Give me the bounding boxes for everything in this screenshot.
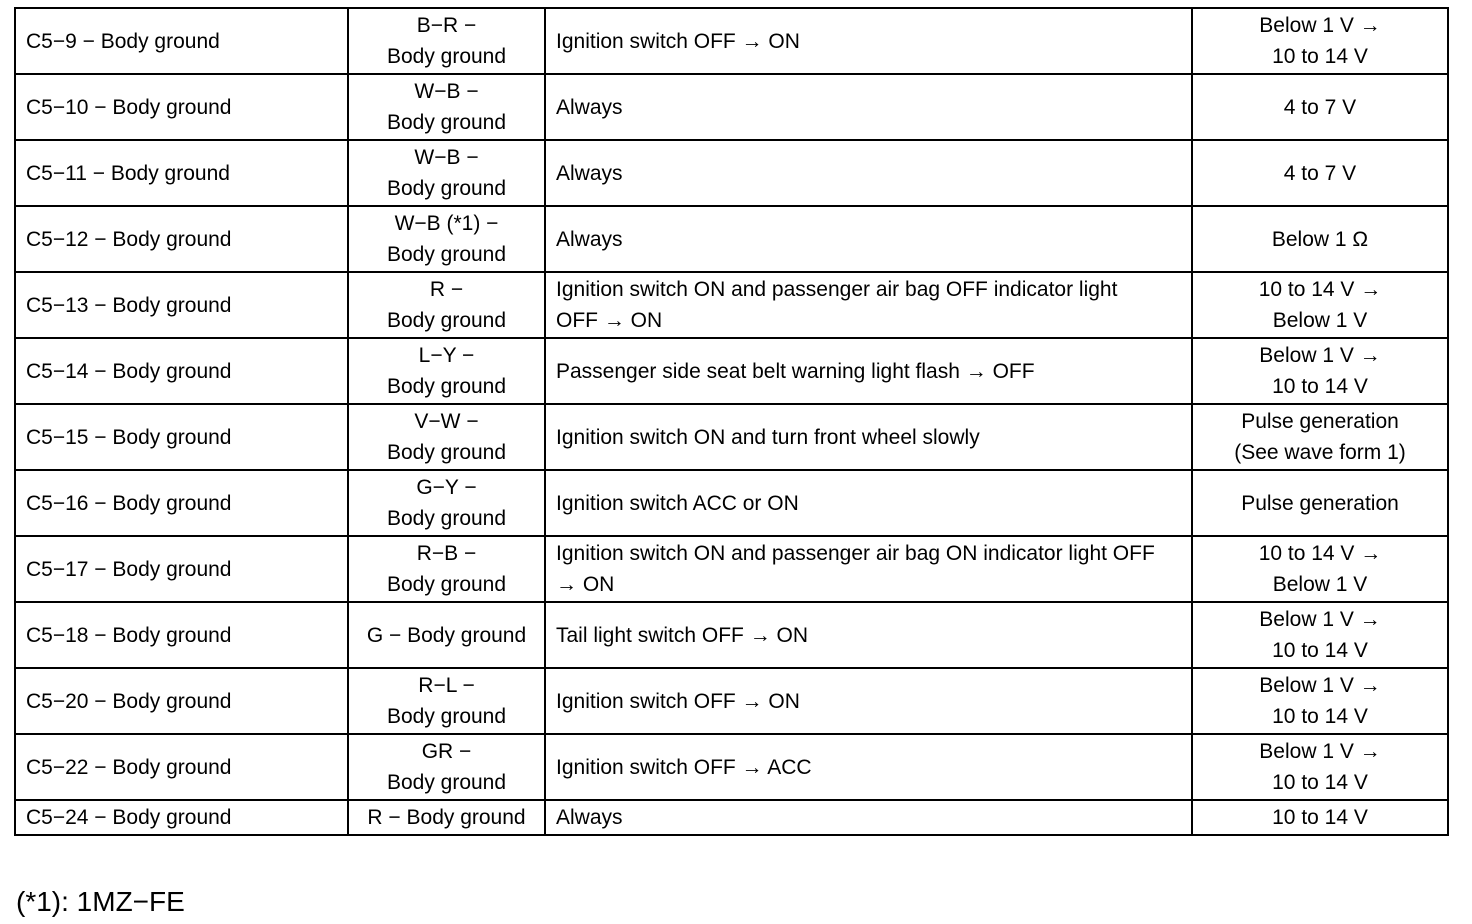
footnote: (*1): 1MZ−FE <box>16 886 185 917</box>
table-row <box>15 140 1448 206</box>
terminal-text: C5−17 − Body ground <box>26 557 232 581</box>
condition-cell <box>545 404 1192 470</box>
wire-color-cell <box>348 338 545 404</box>
wire-line: V−W − <box>414 410 479 433</box>
condition-line: Ignition switch ON and passenger air bag ON indicator light OFF <box>556 542 1155 565</box>
specified-condition-cell <box>1192 404 1448 470</box>
wire-line: Body ground <box>386 705 507 728</box>
terminal-cell <box>15 536 348 602</box>
table-row <box>15 668 1448 734</box>
condition-cell <box>545 470 1192 536</box>
table-row <box>15 74 1448 140</box>
condition-cell <box>545 74 1192 140</box>
condition-cell <box>545 800 1192 835</box>
wire-line: G − Body ground <box>366 623 527 647</box>
terminal-cell <box>15 404 348 470</box>
wire-line: Body ground <box>386 243 507 266</box>
condition-line: Tail light switch OFF → ON <box>556 623 809 647</box>
specified-condition-cell <box>1192 602 1448 668</box>
specified-condition-cell <box>1192 74 1448 140</box>
wire-color-cell <box>348 536 545 602</box>
terminal-text: C5−13 − Body ground <box>26 293 232 317</box>
condition-cell <box>545 338 1192 404</box>
specified-condition-cell <box>1192 800 1448 835</box>
wire-line: Body ground <box>386 375 507 398</box>
table-row <box>15 338 1448 404</box>
terminal-text: C5−20 − Body ground <box>26 689 232 713</box>
spec-line: Below 1 V → <box>1259 608 1381 631</box>
specified-condition-cell <box>1192 272 1448 338</box>
wire-color-cell <box>348 734 545 800</box>
spec-line: Pulse generation <box>1241 410 1399 433</box>
terminal-cell <box>15 470 348 536</box>
spec-line: Below 1 V → <box>1259 674 1381 697</box>
spec-line: 10 to 14 V <box>1272 375 1368 398</box>
terminal-text: C5−12 − Body ground <box>26 227 232 251</box>
terminal-cell <box>15 140 348 206</box>
spec-line: 10 to 14 V → <box>1258 278 1382 301</box>
wire-line: Body ground <box>386 771 507 794</box>
terminal-text: C5−15 − Body ground <box>26 425 232 449</box>
specified-condition-cell <box>1192 338 1448 404</box>
spec-line: 10 to 14 V <box>1272 806 1368 829</box>
terminal-text: C5−18 − Body ground <box>26 623 232 647</box>
condition-line: Always <box>556 161 623 185</box>
table-row <box>15 206 1448 272</box>
spec-line: (See wave form 1) <box>1234 441 1406 464</box>
spec-line: Below 1 Ω <box>1271 227 1369 251</box>
condition-line: Always <box>556 806 623 829</box>
wire-line: Body ground <box>386 177 507 200</box>
wire-color-cell <box>348 272 545 338</box>
wire-line: Body ground <box>386 309 507 332</box>
spec-line: Pulse generation <box>1241 491 1399 515</box>
wire-line: R − Body ground <box>367 806 526 829</box>
condition-cell <box>545 206 1192 272</box>
specified-condition-cell <box>1192 536 1448 602</box>
terminal-text: C5−9 − Body ground <box>26 29 220 53</box>
table-row <box>15 602 1448 668</box>
spec-line: Below 1 V <box>1272 573 1368 596</box>
terminal-cell <box>15 338 348 404</box>
condition-line: Ignition switch ACC or ON <box>556 491 799 515</box>
condition-line: Ignition switch ON and turn front wheel slowly <box>556 425 980 449</box>
wire-color-cell <box>348 668 545 734</box>
condition-line: OFF → ON <box>556 309 663 332</box>
wire-color-cell <box>348 206 545 272</box>
terminal-spec-table <box>14 7 1449 836</box>
wire-line: R−B − <box>416 542 477 565</box>
terminal-text: C5−22 − Body ground <box>26 755 232 779</box>
wire-line: L−Y − <box>418 344 475 367</box>
spec-line: Below 1 V <box>1272 309 1368 332</box>
condition-line: Ignition switch OFF → ON <box>556 689 800 713</box>
table-row <box>15 404 1448 470</box>
wire-line: W−B − <box>414 80 479 103</box>
condition-line: Ignition switch OFF → ACC <box>556 755 812 779</box>
spec-line: 10 to 14 V <box>1272 771 1368 794</box>
wire-color-cell <box>348 140 545 206</box>
condition-cell <box>545 272 1192 338</box>
condition-cell <box>545 668 1192 734</box>
terminal-text: C5−14 − Body ground <box>26 359 232 383</box>
condition-line: Passenger side seat belt warning light flash → OFF <box>556 359 1035 383</box>
spec-line: 4 to 7 V <box>1283 161 1357 185</box>
specified-condition-cell <box>1192 140 1448 206</box>
terminal-cell <box>15 74 348 140</box>
terminal-text: C5−24 − Body ground <box>26 806 232 829</box>
wire-color-cell <box>348 602 545 668</box>
wire-line: B−R − <box>416 14 477 37</box>
wire-line: Body ground <box>386 441 507 464</box>
specified-condition-cell <box>1192 668 1448 734</box>
spec-line: Below 1 V → <box>1259 14 1381 37</box>
condition-line: Always <box>556 95 623 119</box>
table-row <box>15 800 1448 835</box>
terminal-cell <box>15 800 348 835</box>
terminal-cell <box>15 206 348 272</box>
table-row <box>15 470 1448 536</box>
table-row <box>15 734 1448 800</box>
terminal-cell <box>15 734 348 800</box>
terminal-cell <box>15 272 348 338</box>
spec-line: Below 1 V → <box>1259 740 1381 763</box>
condition-line: Ignition switch ON and passenger air bag OFF indicator light <box>556 278 1118 301</box>
condition-cell <box>545 602 1192 668</box>
spec-line: Below 1 V → <box>1259 344 1381 367</box>
condition-line: Ignition switch OFF → ON <box>556 29 800 53</box>
condition-cell <box>545 734 1192 800</box>
wire-color-cell <box>348 800 545 835</box>
wire-line: Body ground <box>386 45 507 68</box>
terminal-text: C5−11 − Body ground <box>26 161 230 185</box>
spec-line: 4 to 7 V <box>1283 95 1357 119</box>
condition-line: → ON <box>556 573 615 596</box>
terminal-cell <box>15 602 348 668</box>
table-row <box>15 536 1448 602</box>
specified-condition-cell <box>1192 734 1448 800</box>
wire-color-cell <box>348 404 545 470</box>
spec-line: 10 to 14 V <box>1272 45 1368 68</box>
specified-condition-cell <box>1192 206 1448 272</box>
wire-line: Body ground <box>386 573 507 596</box>
spec-line: 10 to 14 V <box>1272 639 1368 662</box>
spec-line: 10 to 14 V <box>1272 705 1368 728</box>
condition-cell <box>545 140 1192 206</box>
wire-color-cell <box>348 74 545 140</box>
condition-line: Always <box>556 227 623 251</box>
wire-line: Body ground <box>386 507 507 530</box>
specified-condition-cell <box>1192 8 1448 74</box>
wire-color-cell <box>348 8 545 74</box>
condition-cell <box>545 8 1192 74</box>
terminal-text: C5−10 − Body ground <box>26 95 232 119</box>
wire-line: W−B (*1) − <box>394 212 499 235</box>
wire-line: R − <box>429 278 464 301</box>
wire-line: GR − <box>421 740 472 763</box>
wire-line: G−Y − <box>416 476 477 499</box>
condition-cell <box>545 536 1192 602</box>
wire-color-cell <box>348 470 545 536</box>
wire-line: W−B − <box>414 146 479 169</box>
table-row <box>15 8 1448 74</box>
terminal-cell <box>15 8 348 74</box>
wire-line: R−L − <box>418 674 475 697</box>
specified-condition-cell <box>1192 470 1448 536</box>
table-row <box>15 272 1448 338</box>
table-body <box>15 8 1448 835</box>
terminal-cell <box>15 668 348 734</box>
wire-line: Body ground <box>386 111 507 134</box>
spec-line: 10 to 14 V → <box>1258 542 1382 565</box>
terminal-text: C5−16 − Body ground <box>26 491 232 515</box>
